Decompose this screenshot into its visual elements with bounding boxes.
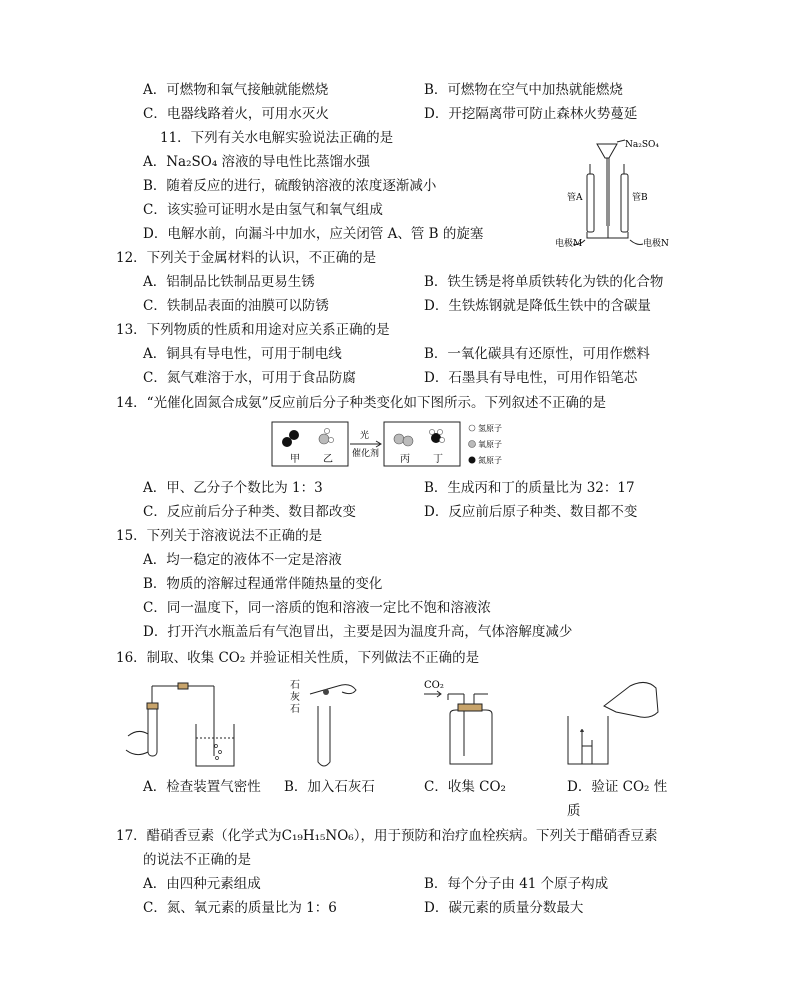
q12-stem: 12．下列关于金属材料的认识，不正确的是 xyxy=(116,250,377,266)
label-bing: 丙 xyxy=(400,454,410,465)
na2so4-label: Na₂SO₄ xyxy=(625,140,660,150)
q11-option-d: D．电解水前，向漏斗中加水，应关闭管 A、管 B 的旋塞 xyxy=(143,226,484,242)
h-atom-icon xyxy=(328,437,333,442)
q15-option-a: A．均一稳定的液体不一定是溶液 xyxy=(143,552,342,568)
q14-option-d: D．反应前后原子种类、数目都不变 xyxy=(424,504,638,520)
arrow-light-label: 光 xyxy=(360,431,370,441)
q11-stem: 11．下列有关水电解实验说法正确的是 xyxy=(160,130,394,146)
q16-option-a: A．检查装置气密性 xyxy=(143,779,261,795)
q17-option-c: C．氮、氧元素的质量比为 1：6 xyxy=(143,900,337,916)
o-atom-icon xyxy=(394,434,404,444)
q15-option-b: B．物质的溶解过程通常伴随热量的变化 xyxy=(143,576,383,592)
limestone-label-3: 石 xyxy=(290,704,300,715)
electrode-m-label: 电极M xyxy=(555,239,583,249)
n-atom-icon xyxy=(289,430,299,440)
h-atom-icon xyxy=(439,437,444,442)
legend-h-icon xyxy=(469,425,475,431)
q14-stem: 14．“光催化固氮合成氨”反应前后分子种类变化如下图所示。下列叙述不正确的是 xyxy=(116,395,606,411)
o-atom-icon xyxy=(403,436,413,446)
tube-b-label: 管B xyxy=(632,193,648,203)
q17-option-d: D．碳元素的质量分数最大 xyxy=(424,900,584,916)
q13-stem: 13．下列物质的性质和用途对应关系正确的是 xyxy=(116,322,390,338)
legend-o-icon xyxy=(469,441,476,448)
q15-option-c: C．同一温度下，同一溶质的饱和溶液一定比不饱和溶液浓 xyxy=(143,600,491,616)
q13-option-c: C．氮气难溶于水，可用于食品防腐 xyxy=(143,370,356,386)
q14-option-a: A．甲、乙分子个数比为 1：3 xyxy=(143,480,323,496)
q10-option-d: D．开挖隔离带可防止森林火势蔓延 xyxy=(424,106,638,122)
q10-option-a: A．可燃物和氧气接触就能燃烧 xyxy=(143,82,329,98)
q16-option-b: B．加入石灰石 xyxy=(284,779,375,795)
q17-stem-line1: 17．醋硝香豆素（化学式为C₁₉H₁₅NO₆），用于预防和治疗血栓疾病。下列关于醋硝香豆素 xyxy=(116,828,658,844)
legend-n-label: 氮原子 xyxy=(478,456,502,465)
q12-option-d: D．生铁炼钢就是降低生铁中的含碳量 xyxy=(424,298,651,314)
label-jia: 甲 xyxy=(290,454,300,465)
q14-option-b: B．生成丙和丁的质量比为 32：17 xyxy=(424,480,635,496)
airtightness-check-figure xyxy=(118,676,248,772)
molecule-reaction-figure xyxy=(270,418,520,470)
electrode-n-label: 电极N xyxy=(643,239,669,249)
label-ding: 丁 xyxy=(433,454,443,465)
h-atom-icon xyxy=(324,428,329,433)
tube-a-label: 管A xyxy=(567,193,583,203)
q15-stem: 15．下列关于溶液说法不正确的是 xyxy=(116,528,323,544)
legend-n-icon xyxy=(469,457,476,464)
q11-option-c: C．该实验可证明水是由氢气和氧气组成 xyxy=(143,202,383,218)
q11-option-b: B．随着反应的进行，硫酸钠溶液的浓度逐渐减小 xyxy=(143,178,437,194)
electrolysis-apparatus-figure xyxy=(555,136,695,252)
q12-option-a: A．铝制品比铁制品更易生锈 xyxy=(143,274,315,290)
limestone-label-1: 石 xyxy=(290,680,300,691)
q10-option-c: C．电器线路着火，可用水灭火 xyxy=(143,106,329,122)
q16-option-d: D．验证 CO₂ 性 xyxy=(567,779,668,795)
q11-option-a: A．Na₂SO₄ 溶液的导电性比蒸馏水强 xyxy=(143,154,371,170)
q15-option-d: D．打开汽水瓶盖后有气泡冒出，主要是因为温度升高，气体溶解度减少 xyxy=(143,624,573,640)
q17-stem-line2: 的说法不正确的是 xyxy=(143,852,251,868)
q17-option-b: B．每个分子由 41 个原子构成 xyxy=(424,876,609,892)
q14-option-c: C．反应前后分子种类、数目都改变 xyxy=(143,504,356,520)
label-yi: 乙 xyxy=(323,454,333,465)
co2-inlet-label: CO₂ xyxy=(424,680,444,691)
legend-h-label: 氢原子 xyxy=(478,424,502,433)
o-atom-icon xyxy=(319,434,329,444)
verify-co2-figure xyxy=(560,676,670,772)
q17-option-a: A．由四种元素组成 xyxy=(143,876,261,892)
q13-option-b: B．一氧化碳具有还原性，可用作燃料 xyxy=(424,346,650,362)
q16-option-c: C．收集 CO₂ xyxy=(424,779,506,795)
arrow-catalyst-label: 催化剂 xyxy=(352,449,380,459)
q16-option-d-continued: 质 xyxy=(567,803,581,819)
q13-option-a: A．铜具有导电性，可用于制电线 xyxy=(143,346,342,362)
h-atom-icon xyxy=(437,429,442,434)
q12-option-b: B．铁生锈是将单质铁转化为铁的化合物 xyxy=(424,274,664,290)
q13-option-d: D．石墨具有导电性，可用作铅笔芯 xyxy=(424,370,638,386)
limestone-label-2: 灰 xyxy=(290,692,300,703)
collect-co2-figure xyxy=(418,676,528,772)
q10-option-b: B．可燃物在空气中加热就能燃烧 xyxy=(424,82,623,98)
legend-o-label: 氧原子 xyxy=(478,440,502,449)
q12-option-c: C．铁制品表面的油膜可以防锈 xyxy=(143,298,329,314)
add-limestone-figure xyxy=(286,676,376,772)
q16-stem: 16．制取、收集 CO₂ 并验证相关性质，下列做法不正确的是 xyxy=(116,650,480,666)
h-atom-icon xyxy=(429,429,434,434)
